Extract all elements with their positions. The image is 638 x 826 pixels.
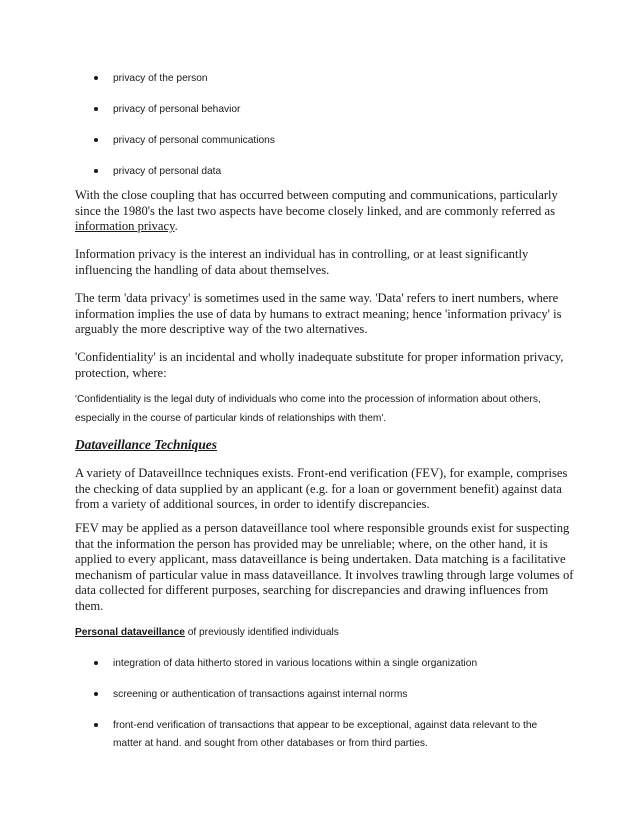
bullet-icon xyxy=(94,107,98,111)
list-item: integration of data hitherto stored in various locations within a single organization xyxy=(94,655,564,673)
bullet-icon xyxy=(94,76,98,80)
list-item: privacy of the person xyxy=(94,70,554,101)
paragraph-information-privacy: Information privacy is the interest an individual has in controlling, or at least significantly influencing the handling of data about themselves. xyxy=(75,247,529,277)
personal-dataveillance-list xyxy=(94,655,564,766)
list-item: privacy of personal communications xyxy=(94,132,554,163)
list-item: privacy of personal behavior xyxy=(94,101,554,132)
bullet-icon xyxy=(94,692,98,696)
bullet-icon xyxy=(94,723,98,727)
personal-dataveillance-subhead: Personal dataveillance of previously identified individuals xyxy=(75,627,339,638)
paragraph-coupling: With the close coupling that has occurred between computing and communications, particularly since the 1980's the last two aspects have become closely linked, and are commonly referred as information privacy. xyxy=(75,188,558,234)
list-item: privacy of personal data xyxy=(94,163,554,194)
paragraph-fev: A variety of Dataveillnce techniques exists. Front-end verification (FEV), for example, comprises the checking of data supplied by an applicant (e.g. for a loan or government benefit) against data from a variety of additional sources, in order to identify discrepancies. xyxy=(75,466,568,512)
paragraph-fev-application: FEV may be applied as a person dataveillance tool where responsible grounds exist for suspecting that the information the person has provided may be unreliable; where, on the other hand, it is applied to every applicant, mass dataveillance is being undertaken. Data matching is a facilitative mechanism of particular value in mass dataveillance. It involves trawling through large volumes of data collected for different purposes, searching for discrepancies and drawing influences from them. xyxy=(75,521,574,613)
list-item: screening or authentication of transactions against internal norms xyxy=(94,686,564,704)
bullet-icon xyxy=(94,138,98,142)
list-item: front-end verification of transactions that appear to be exceptional, against data relevant to the matter at hand. and sought from other databases or from third parties. xyxy=(94,717,564,753)
confidentiality-quote: 'Confidentiality is the legal duty of individuals who come into the procession of information about others, especially in the course of particular kinds of relationships with them'. xyxy=(75,394,541,424)
bullet-icon xyxy=(94,661,98,665)
paragraph-data-privacy: The term 'data privacy' is sometimes used in the same way. 'Data' refers to inert numbers, where information implies the use of data by humans to extract meaning; hence 'information privacy' is arguably the more descriptive way of the two alternatives. xyxy=(75,291,562,337)
information-privacy-link[interactable]: information privacy xyxy=(75,219,175,234)
bullet-icon xyxy=(94,169,98,173)
privacy-types-list xyxy=(94,70,554,194)
paragraph-confidentiality: 'Confidentiality' is an incidental and wholly inadequate substitute for proper information privacy, protection, where: xyxy=(75,350,564,380)
section-heading: Dataveillance Techniques xyxy=(75,437,217,452)
